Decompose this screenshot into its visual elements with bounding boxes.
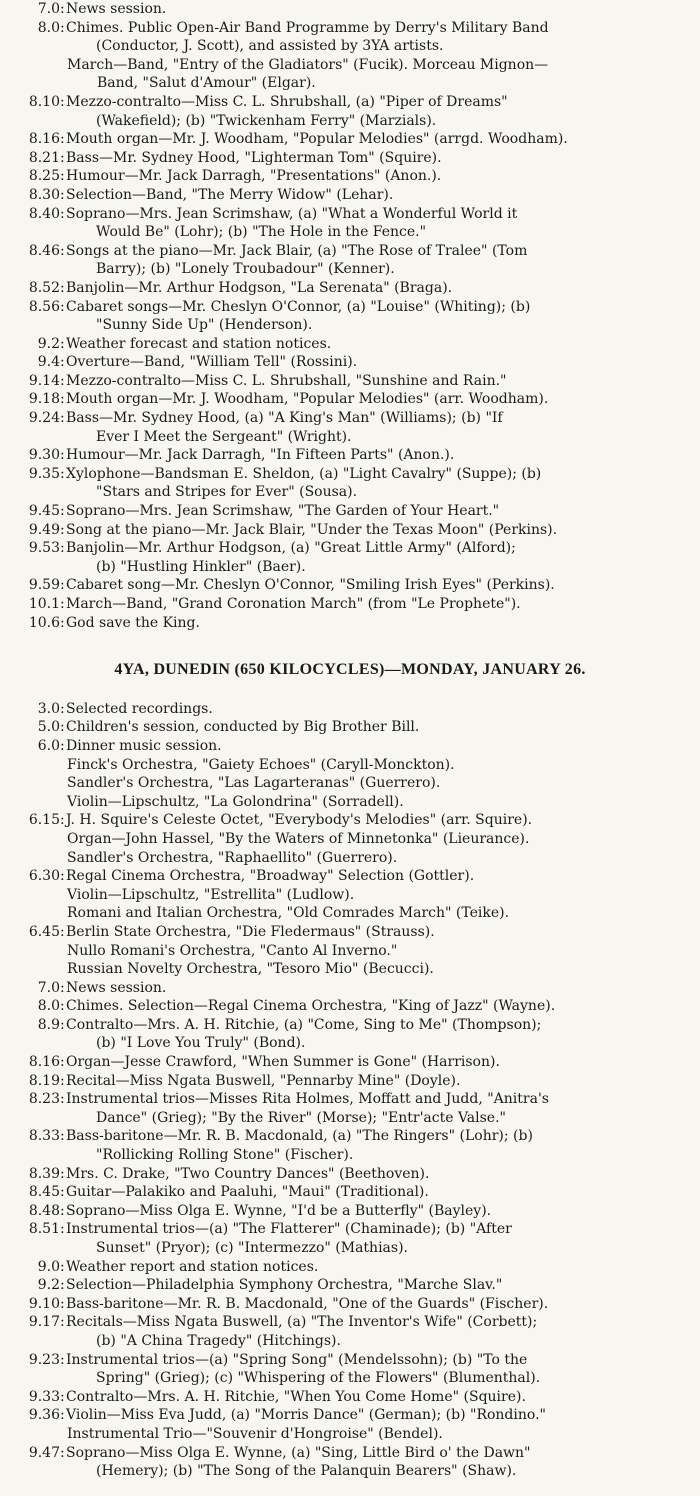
entry-time: 9.23 bbox=[28, 1351, 60, 1368]
programme-entry bbox=[0, 130, 700, 149]
entry-text-line: Weather forecast and station notices. bbox=[66, 335, 332, 352]
programme-entry bbox=[0, 923, 700, 942]
entry-colon: : bbox=[60, 1091, 65, 1108]
entry-text-line: (b) "A China Tragedy" (Hitchings). bbox=[96, 1332, 341, 1349]
entry-text-line: Chimes. Selection—Regal Cinema Orchestra, "King of Jazz" (Wayne). bbox=[66, 998, 556, 1015]
entry-time: 8.10 bbox=[28, 93, 60, 110]
entry-text-line: Selection—Philadelphia Symphony Orchestra, "Marche Slav." bbox=[66, 1277, 503, 1294]
entry-sub-line: Finck's Orchestra, "Gaiety Echoes" (Caryll-Monckton). bbox=[67, 756, 455, 773]
entry-text-line: Cabaret song—Mr. Cheslyn O'Connor, "Smiling Irish Eyes" (Perkins). bbox=[66, 577, 555, 594]
entry-text-line: Contralto—Mrs. A. H. Ritchie, (a) "Come, Sing to Me" (Thompson); bbox=[66, 1016, 542, 1033]
entry-time: 8.21 bbox=[28, 149, 60, 166]
programme-entry bbox=[0, 242, 700, 279]
entry-text-line: Instrumental trios—Misses Rita Holmes, Moffatt and Judd, "Anitra's bbox=[66, 1091, 549, 1108]
entry-text-line: Xylophone—Bandsman E. Sheldon, (a) "Light Cavalry" (Suppe); (b) bbox=[66, 465, 542, 482]
entry-text-line: Banjolin—Mr. Arthur Hodgson, (a) "Great Little Army" (Alford); bbox=[66, 540, 516, 557]
programme-entry bbox=[0, 502, 700, 521]
programme-entry bbox=[0, 1351, 700, 1388]
programme-entry bbox=[0, 867, 700, 886]
programme-entry bbox=[0, 93, 700, 130]
entry-sub-line: Russian Novelty Orchestra, "Tesoro Mio" (Becucci). bbox=[67, 961, 434, 978]
entry-text-line: Guitar—Palakiko and Paaluhi, "Maui" (Traditional). bbox=[66, 1184, 429, 1201]
entry-time: 9.36 bbox=[28, 1407, 60, 1424]
programme-entry bbox=[0, 1295, 700, 1314]
programme-entry bbox=[0, 539, 700, 576]
entry-colon: : bbox=[60, 1388, 65, 1405]
entry-colon: : bbox=[60, 1, 65, 17]
entry-time: 9.59 bbox=[28, 577, 60, 594]
programme-entry bbox=[0, 718, 700, 737]
entry-text-line: Bass—Mr. Sydney Hood, "Lighterman Tom" (Squire). bbox=[66, 149, 442, 166]
entry-time: 9.2 bbox=[37, 1277, 60, 1294]
programme-entry bbox=[0, 979, 700, 998]
entry-text-line: Bass—Mr. Sydney Hood, (a) "A King's Man" (Williams); (b) "If bbox=[66, 410, 503, 427]
entry-text-line: Selected recordings. bbox=[66, 700, 213, 717]
entry-colon: : bbox=[60, 465, 65, 482]
entry-text-line: "Sunny Side Up" (Henderson). bbox=[96, 317, 313, 334]
programme-entry bbox=[0, 737, 700, 756]
entry-colon: : bbox=[60, 1128, 65, 1145]
programme-entry bbox=[0, 1220, 700, 1257]
entry-text-line: Regal Cinema Orchestra, "Broadway" Selection (Gottler). bbox=[66, 868, 475, 885]
programme-entry bbox=[0, 1072, 700, 1091]
programme-entry bbox=[0, 997, 700, 1016]
entry-time: 8.48 bbox=[28, 1202, 60, 1219]
entry-time: 8.0 bbox=[37, 998, 60, 1015]
entry-colon: : bbox=[60, 1184, 65, 1201]
entry-time: 9.2 bbox=[37, 335, 60, 352]
programme-entry bbox=[0, 149, 700, 168]
programme-entry bbox=[0, 409, 700, 446]
entry-time: 9.30 bbox=[28, 447, 60, 464]
entry-time: 8.16 bbox=[28, 1054, 60, 1071]
programme-entry bbox=[0, 372, 700, 391]
entry-colon: : bbox=[60, 737, 65, 754]
entry-time: 9.24 bbox=[28, 410, 60, 427]
entry-sub-line: Band, "Salut d'Amour" (Elgar). bbox=[97, 75, 316, 92]
entry-text-line: News session. bbox=[66, 1, 167, 17]
entry-time: 9.14 bbox=[28, 372, 60, 389]
entry-text-line: Soprano—Mrs. Jean Scrimshaw, (a) "What a Wonderful World it bbox=[66, 205, 518, 222]
entry-colon: : bbox=[60, 577, 65, 594]
entry-text-line: Violin—Miss Eva Judd, (a) "Morris Dance" (German); (b) "Rondino." bbox=[66, 1407, 546, 1424]
entry-text-line: Humour—Mr. Jack Darragh, "In Fifteen Parts" (Anon.). bbox=[66, 447, 455, 464]
programme-entry bbox=[0, 298, 700, 335]
programme-entry bbox=[0, 700, 700, 719]
entry-time: 7.0 bbox=[37, 1, 60, 17]
entry-text-line: (Hemery); (b) "The Song of the Palanquin Bearers" (Shaw). bbox=[96, 1463, 517, 1480]
entry-text-line: Recital—Miss Ngata Buswell, "Pennarby Mine" (Doyle). bbox=[66, 1072, 461, 1089]
entry-colon: : bbox=[60, 410, 65, 427]
entry-text-line: Spring" (Grieg); (c) "Whispering of the Flowers" (Blumenthal). bbox=[96, 1370, 541, 1387]
entry-text-line: Instrumental trios—(a) "The Flatterer" (Chaminade); (b) "After bbox=[66, 1221, 512, 1238]
entry-text-line: Chimes. Public Open-Air Band Programme by Derry's Military Band bbox=[66, 19, 549, 36]
entry-colon: : bbox=[60, 521, 65, 538]
programme-entry bbox=[0, 279, 700, 298]
programme-entry bbox=[0, 1202, 700, 1221]
entry-text-line: Selection—Band, "The Merry Widow" (Lehar). bbox=[66, 186, 394, 203]
programme-entry bbox=[0, 1313, 700, 1350]
programme-entry bbox=[0, 1388, 700, 1407]
entry-time: 6.45 bbox=[28, 923, 60, 940]
entry-colon: : bbox=[60, 131, 65, 148]
entry-colon: : bbox=[60, 596, 65, 612]
entry-colon: : bbox=[60, 540, 65, 557]
entry-time: 9.10 bbox=[28, 1295, 60, 1312]
entry-text-line: Berlin State Orchestra, "Die Fledermaus" (Strauss). bbox=[66, 923, 435, 940]
entry-text-line: J. H. Squire's Celeste Octet, "Everybody's Melodies" (arr. Squire). bbox=[66, 812, 533, 829]
entry-sub-line: Instrumental Trio—"Souvenir d'Hongroise" (Bendel). bbox=[67, 1425, 443, 1442]
entry-time: 8.52 bbox=[28, 279, 60, 296]
entry-sub-line: Violin—Lipschultz, "Estrellita" (Ludlow). bbox=[67, 886, 355, 903]
entry-time: 9.0 bbox=[37, 1258, 60, 1275]
entry-text-line: Mezzo-contralto—Miss C. L. Shrubshall, "Sunshine and Rain." bbox=[66, 372, 507, 389]
programme-entry bbox=[0, 0, 700, 19]
entry-colon: : bbox=[60, 1351, 65, 1368]
programme-entry bbox=[0, 1090, 700, 1127]
entry-colon: : bbox=[60, 372, 65, 389]
entry-sub-line: Sandler's Orchestra, "Las Lagarteranas" (Guerrero). bbox=[67, 775, 441, 792]
entry-time: 8.40 bbox=[28, 205, 60, 222]
entry-text-line: Organ—Jesse Crawford, "When Summer is Gone" (Harrison). bbox=[66, 1054, 500, 1071]
entry-time: 9.35 bbox=[28, 465, 60, 482]
entry-time: 6.0 bbox=[37, 737, 60, 754]
entry-colon: : bbox=[60, 979, 65, 996]
entry-time: 6.30 bbox=[28, 868, 60, 885]
entry-colon: : bbox=[60, 1407, 65, 1424]
entry-text-line: News session. bbox=[66, 979, 167, 996]
programme-entry bbox=[0, 446, 700, 465]
entry-text-line: Dinner music session. bbox=[66, 737, 222, 754]
entry-text-line: March—Band, "Grand Coronation March" (from "Le Prophete"). bbox=[66, 596, 521, 612]
entry-text-line: Soprano—Miss Olga E. Wynne, "I'd be a Butterfly" (Bayley). bbox=[66, 1202, 492, 1219]
entry-sub-line: Nullo Romani's Orchestra, "Canto Al Inverno." bbox=[67, 942, 398, 959]
entry-colon: : bbox=[60, 298, 65, 315]
programme-entry bbox=[0, 1127, 700, 1164]
programme-entry bbox=[0, 1444, 700, 1481]
programme-entry bbox=[0, 1165, 700, 1184]
entry-text-line: Contralto—Mrs. A. H. Ritchie, "When You Come Home" (Squire). bbox=[66, 1388, 526, 1405]
entry-sub-line: Violin—Lipschultz, "La Golondrina" (Sorradell). bbox=[67, 793, 404, 810]
entry-text-line: (b) "Hustling Hinkler" (Baer). bbox=[96, 558, 306, 575]
entry-text-line: Children's session, conducted by Big Brother Bill. bbox=[66, 719, 420, 736]
entry-colon: : bbox=[60, 279, 65, 296]
entry-colon: : bbox=[60, 614, 65, 631]
entry-text-line: Mouth organ—Mr. J. Woodham, "Popular Melodies" (arrgd. Woodham). bbox=[66, 131, 568, 148]
entry-colon: : bbox=[60, 168, 65, 185]
entry-time: 8.25 bbox=[28, 168, 60, 185]
entry-time: 8.51 bbox=[28, 1221, 60, 1238]
programme-entry bbox=[0, 1053, 700, 1072]
entry-text-line: Mrs. C. Drake, "Two Country Dances" (Beethoven). bbox=[66, 1165, 430, 1182]
entry-colon: : bbox=[60, 1444, 65, 1461]
entry-colon: : bbox=[60, 1258, 65, 1275]
entry-colon: : bbox=[60, 19, 65, 36]
entry-text-line: Mezzo-contralto—Miss C. L. Shrubshall, (a) "Piper of Dreams" bbox=[66, 93, 508, 110]
entry-text-line: Barry); (b) "Lonely Troubadour" (Kenner). bbox=[96, 261, 395, 278]
entry-colon: : bbox=[60, 700, 65, 717]
entry-time: 8.33 bbox=[28, 1128, 60, 1145]
entry-text-line: Bass-baritone—Mr. R. B. Macdonald, "One of the Guards" (Fischer). bbox=[66, 1295, 549, 1312]
entry-time: 9.4 bbox=[37, 354, 60, 371]
entry-colon: : bbox=[60, 812, 65, 829]
entry-colon: : bbox=[60, 1072, 65, 1089]
programme-entry bbox=[0, 1276, 700, 1295]
entry-time: 6.15 bbox=[28, 812, 60, 829]
entry-text-line: Soprano—Mrs. Jean Scrimshaw, "The Garden of Your Heart." bbox=[66, 503, 500, 520]
entry-text-line: Dance" (Grieg); "By the River" (Morse); "Entr'acte Valse." bbox=[96, 1109, 506, 1126]
entry-text-line: God save the King. bbox=[66, 614, 200, 631]
entry-time: 10.1 bbox=[28, 596, 60, 612]
programme-entry bbox=[0, 1183, 700, 1202]
programme-entry bbox=[0, 811, 700, 830]
entry-text-line: (Conductor, J. Scott), and assisted by 3YA artists. bbox=[96, 38, 444, 55]
entry-time: 8.46 bbox=[28, 242, 60, 259]
programme-entry bbox=[0, 335, 700, 354]
entry-time: 9.47 bbox=[28, 1444, 60, 1461]
section-4ya-programme bbox=[0, 700, 700, 1481]
entry-text-line: Recitals—Miss Ngata Buswell, (a) "The Inventor's Wife" (Corbett); bbox=[66, 1314, 538, 1331]
entry-colon: : bbox=[60, 998, 65, 1015]
programme-entry bbox=[0, 353, 700, 372]
programme-entry bbox=[0, 167, 700, 186]
entry-colon: : bbox=[60, 1295, 65, 1312]
entry-text-line: Song at the piano—Mr. Jack Blair, "Under the Texas Moon" (Perkins). bbox=[66, 521, 558, 538]
entry-text-line: Humour—Mr. Jack Darragh, "Presentations" (Anon.). bbox=[66, 168, 442, 185]
entry-time: 8.30 bbox=[28, 186, 60, 203]
entry-text-line: Bass-baritone—Mr. R. B. Macdonald, (a) "The Ringers" (Lohr); (b) bbox=[66, 1128, 533, 1145]
entry-time: 8.56 bbox=[28, 298, 60, 315]
entry-time: 8.45 bbox=[28, 1184, 60, 1201]
programme-entry bbox=[0, 465, 700, 502]
entry-text-line: Overture—Band, "William Tell" (Rossini). bbox=[66, 354, 358, 371]
entry-sub-line: Sandler's Orchestra, "Raphaellito" (Guerrero). bbox=[67, 849, 398, 866]
entry-colon: : bbox=[60, 391, 65, 408]
entry-text-line: Cabaret songs—Mr. Cheslyn O'Connor, (a) "Louise" (Whiting); (b) bbox=[66, 298, 531, 315]
programme-entry bbox=[0, 19, 700, 56]
entry-colon: : bbox=[60, 719, 65, 736]
entry-colon: : bbox=[60, 1016, 65, 1033]
entry-time: 9.53 bbox=[28, 540, 60, 557]
entry-time: 8.39 bbox=[28, 1165, 60, 1182]
entry-colon: : bbox=[60, 1314, 65, 1331]
programme-entry bbox=[0, 521, 700, 540]
entry-text-line: Weather report and station notices. bbox=[66, 1258, 319, 1275]
entry-colon: : bbox=[60, 503, 65, 520]
programme-entry bbox=[0, 614, 700, 633]
entry-time: 8.23 bbox=[28, 1091, 60, 1108]
entry-text-line: Songs at the piano—Mr. Jack Blair, (a) "The Rose of Tralee" (Tom bbox=[66, 242, 528, 259]
entry-time: 9.45 bbox=[28, 503, 60, 520]
entry-colon: : bbox=[60, 149, 65, 166]
programme-entry bbox=[0, 576, 700, 595]
entry-text-line: Soprano—Miss Olga E. Wynne, (a) "Sing, Little Bird o' the Dawn" bbox=[66, 1444, 531, 1461]
section-3ya-programme bbox=[0, 0, 700, 632]
programme-entry bbox=[0, 1258, 700, 1277]
entry-colon: : bbox=[60, 447, 65, 464]
entry-time: 7.0 bbox=[37, 979, 60, 996]
entry-text-line: "Rollicking Rolling Stone" (Fischer). bbox=[96, 1147, 354, 1164]
entry-time: 10.6 bbox=[28, 614, 60, 631]
entry-colon: : bbox=[60, 1165, 65, 1182]
entry-colon: : bbox=[60, 354, 65, 371]
entry-text-line: (Wakefield); (b) "Twickenham Ferry" (Marzials). bbox=[96, 112, 437, 129]
entry-text-line: Would Be" (Lohr); (b) "The Hole in the Fence." bbox=[96, 224, 427, 241]
entry-time: 8.16 bbox=[28, 131, 60, 148]
entry-text-line: "Stars and Stripes for Ever" (Sousa). bbox=[96, 484, 358, 501]
entry-colon: : bbox=[60, 1202, 65, 1219]
entry-colon: : bbox=[60, 186, 65, 203]
entry-time: 8.9 bbox=[37, 1016, 60, 1033]
entry-text-line: (b) "I Love You Truly" (Bond). bbox=[96, 1035, 306, 1052]
entry-time: 9.17 bbox=[28, 1314, 60, 1331]
entry-sub-line: Organ—John Hassel, "By the Waters of Minnetonka" (Lieurance). bbox=[67, 830, 530, 847]
entry-time: 9.33 bbox=[28, 1388, 60, 1405]
entry-time: 3.0 bbox=[37, 700, 60, 717]
entry-colon: : bbox=[60, 205, 65, 222]
entry-text-line: Mouth organ—Mr. J. Woodham, "Popular Melodies" (arr. Woodham). bbox=[66, 391, 549, 408]
entry-colon: : bbox=[60, 1221, 65, 1238]
programme-entry bbox=[0, 205, 700, 242]
entry-time: 8.19 bbox=[28, 1072, 60, 1089]
entry-time: 5.0 bbox=[37, 719, 60, 736]
entry-sub-line: March—Band, "Entry of the Gladiators" (Fucik). Morceau Mignon— bbox=[67, 56, 549, 73]
entry-colon: : bbox=[60, 335, 65, 352]
entry-time: 9.18 bbox=[28, 391, 60, 408]
programme-entry bbox=[0, 390, 700, 409]
entry-sub-line: Romani and Italian Orchestra, "Old Comrades March" (Teike). bbox=[67, 905, 510, 922]
entry-colon: : bbox=[60, 923, 65, 940]
programme-entry bbox=[0, 595, 700, 614]
programme-entry bbox=[0, 1406, 700, 1425]
entry-time: 8.0 bbox=[37, 19, 60, 36]
entry-colon: : bbox=[60, 93, 65, 110]
entry-text-line: Banjolin—Mr. Arthur Hodgson, "La Serenata" (Braga). bbox=[66, 279, 453, 296]
entry-time: 9.49 bbox=[28, 521, 60, 538]
programme-entry bbox=[0, 186, 700, 205]
entry-colon: : bbox=[60, 242, 65, 259]
entry-colon: : bbox=[60, 868, 65, 885]
entry-text-line: Ever I Meet the Sergeant" (Wright). bbox=[96, 428, 352, 445]
entry-colon: : bbox=[60, 1277, 65, 1294]
entry-text-line: Instrumental trios—(a) "Spring Song" (Mendelssohn); (b) "To the bbox=[66, 1351, 528, 1368]
entry-colon: : bbox=[60, 1054, 65, 1071]
programme-entry bbox=[0, 1016, 700, 1053]
entry-text-line: Sunset" (Pryor); (c) "Intermezzo" (Mathias). bbox=[96, 1240, 408, 1256]
section-heading-4ya-dunedin: 4YA, DUNEDIN (650 KILOCYCLES)—MONDAY, JANUARY 26. bbox=[114, 661, 586, 679]
